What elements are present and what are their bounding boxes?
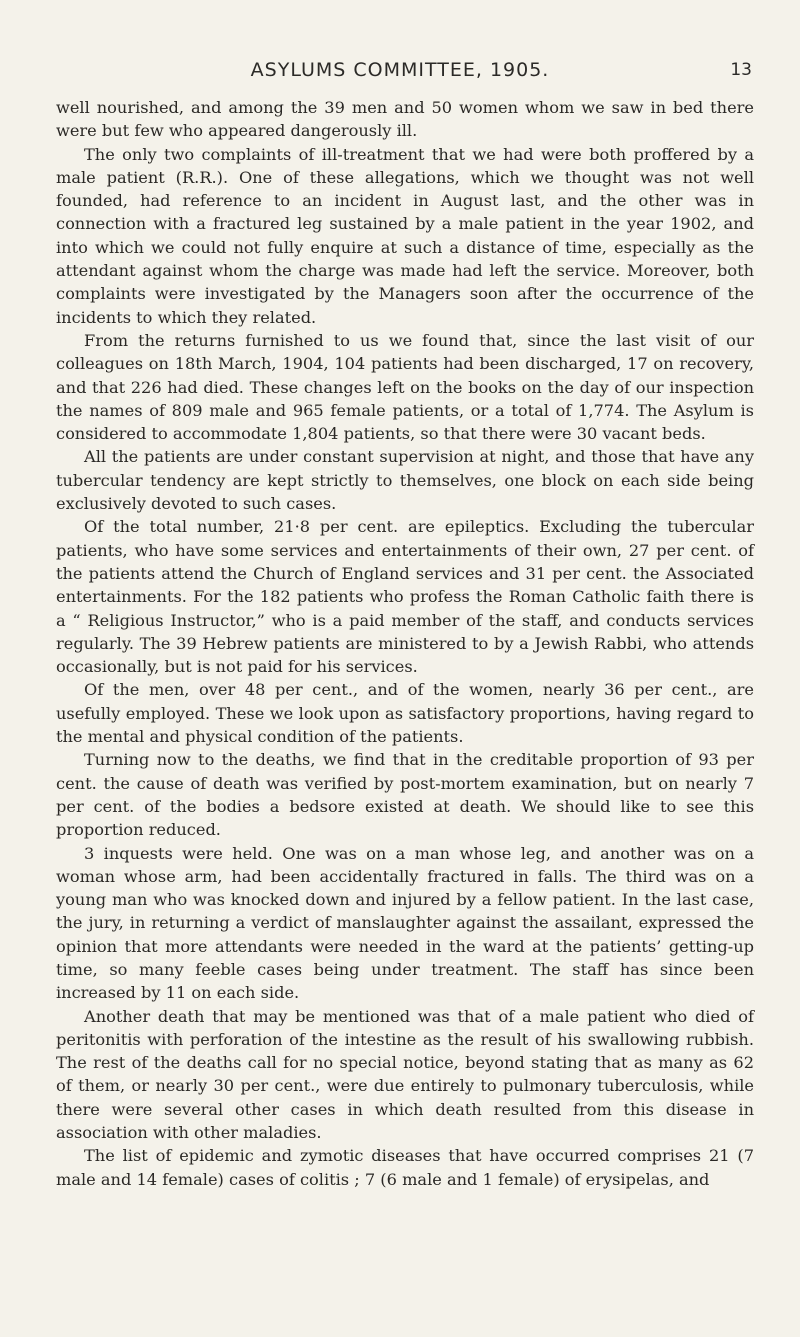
paragraph: From the returns furnished to us we found that, since the last visit of our colleagues on 18th March, 1904, 104 patients had been discharged, 17 on recovery, and that 226 had died. These changes left on the books on the day of our inspection the names of 809 male and 965 female patients, or a total of 1,774. The Asylum is considered to accommodate 1,804 patients, so that there were 30 vacant beds. (56, 330, 754, 444)
paragraph: Turning now to the deaths, we find that in the creditable proportion of 93 per cent. the cause of death was verified by post-mortem examination, but on nearly 7 per cent. of the bodies a bedsore existed at death. We should like to see this proportion reduced. (56, 750, 754, 840)
paragraph: All the patients are under constant supervision at night, and those that have any tubercular tendency are kept strictly to themselves, one block on each side being exclusively devoted to such cases. (56, 447, 754, 514)
page-number: 13 (730, 60, 752, 80)
paragraph: The list of epidemic and zymotic diseases that have occurred comprises 21 (7 male and 14 female) cases of colitis ; 7 (6 male and 1 female) of erysipelas, and (56, 1146, 754, 1189)
paragraph: 3 inquests were held. One was on a man whose leg, and another was on a woman whose arm, had been accidentally fractured in falls. The third was on a young man who was knocked down and injured by a fellow patient. In the last case, the jury, in returning a verdict of manslaughter against the assailant, expressed the opinion that more attendants were needed in the ward at the patients’ getting-up time, so many feeble cases being under treatment. The staff has since been increased by 11 on each side. (56, 843, 754, 1003)
running-title: ASYLUMS COMMITTEE, 1905. (250, 59, 550, 81)
body-text (56, 96, 754, 1191)
paragraph: Of the total number, 21·8 per cent. are epileptics. Excluding the tubercular patients, who have some services and entertainments of their own, 27 per cent. of the patients attend the Church of England services and 31 per cent. the Associated entertainments. For the 182 patients who profess the Roman Catholic faith there is a “ Religious Instructor,” who is a paid member of the staff, and conducts services regularly. The 39 Hebrew patients are ministered to by a Jewish Rabbi, who attends occasionally, but is not paid for his services. (56, 517, 754, 677)
running-header (0, 56, 800, 84)
paragraph: The only two complaints of ill-treatment that we had were both proffered by a male patient (R.R.). One of these allegations, which we thought was not well founded, had reference to an incident in August last, and the other was in connection with a fractured leg sustained by a male patient in the year 1902, and into which we could not fully enquire at such a distance of time, especially as the attendant against whom the charge was made had left the service. Moreover, both complaints were investigated by the Managers soon after the occurrence of the incidents to which they related. (56, 144, 754, 327)
paragraph: well nourished, and among the 39 men and 50 women whom we saw in bed there were but few who appeared dangerously ill. (56, 98, 754, 141)
paragraph: Of the men, over 48 per cent., and of the women, nearly 36 per cent., are usefully employed. These we look upon as satisfactory proportions, having regard to the mental and physical condition of the patients. (56, 680, 754, 747)
paragraph: Another death that may be mentioned was that of a male patient who died of peritonitis with perforation of the intestine as the result of his swallowing rubbish. The rest of the deaths call for no special notice, beyond stating that as many as 62 of them, or nearly 30 per cent., were due entirely to pulmonary tuberculosis, while there were several other cases in which death resulted from this disease in association with other maladies. (56, 1006, 754, 1143)
